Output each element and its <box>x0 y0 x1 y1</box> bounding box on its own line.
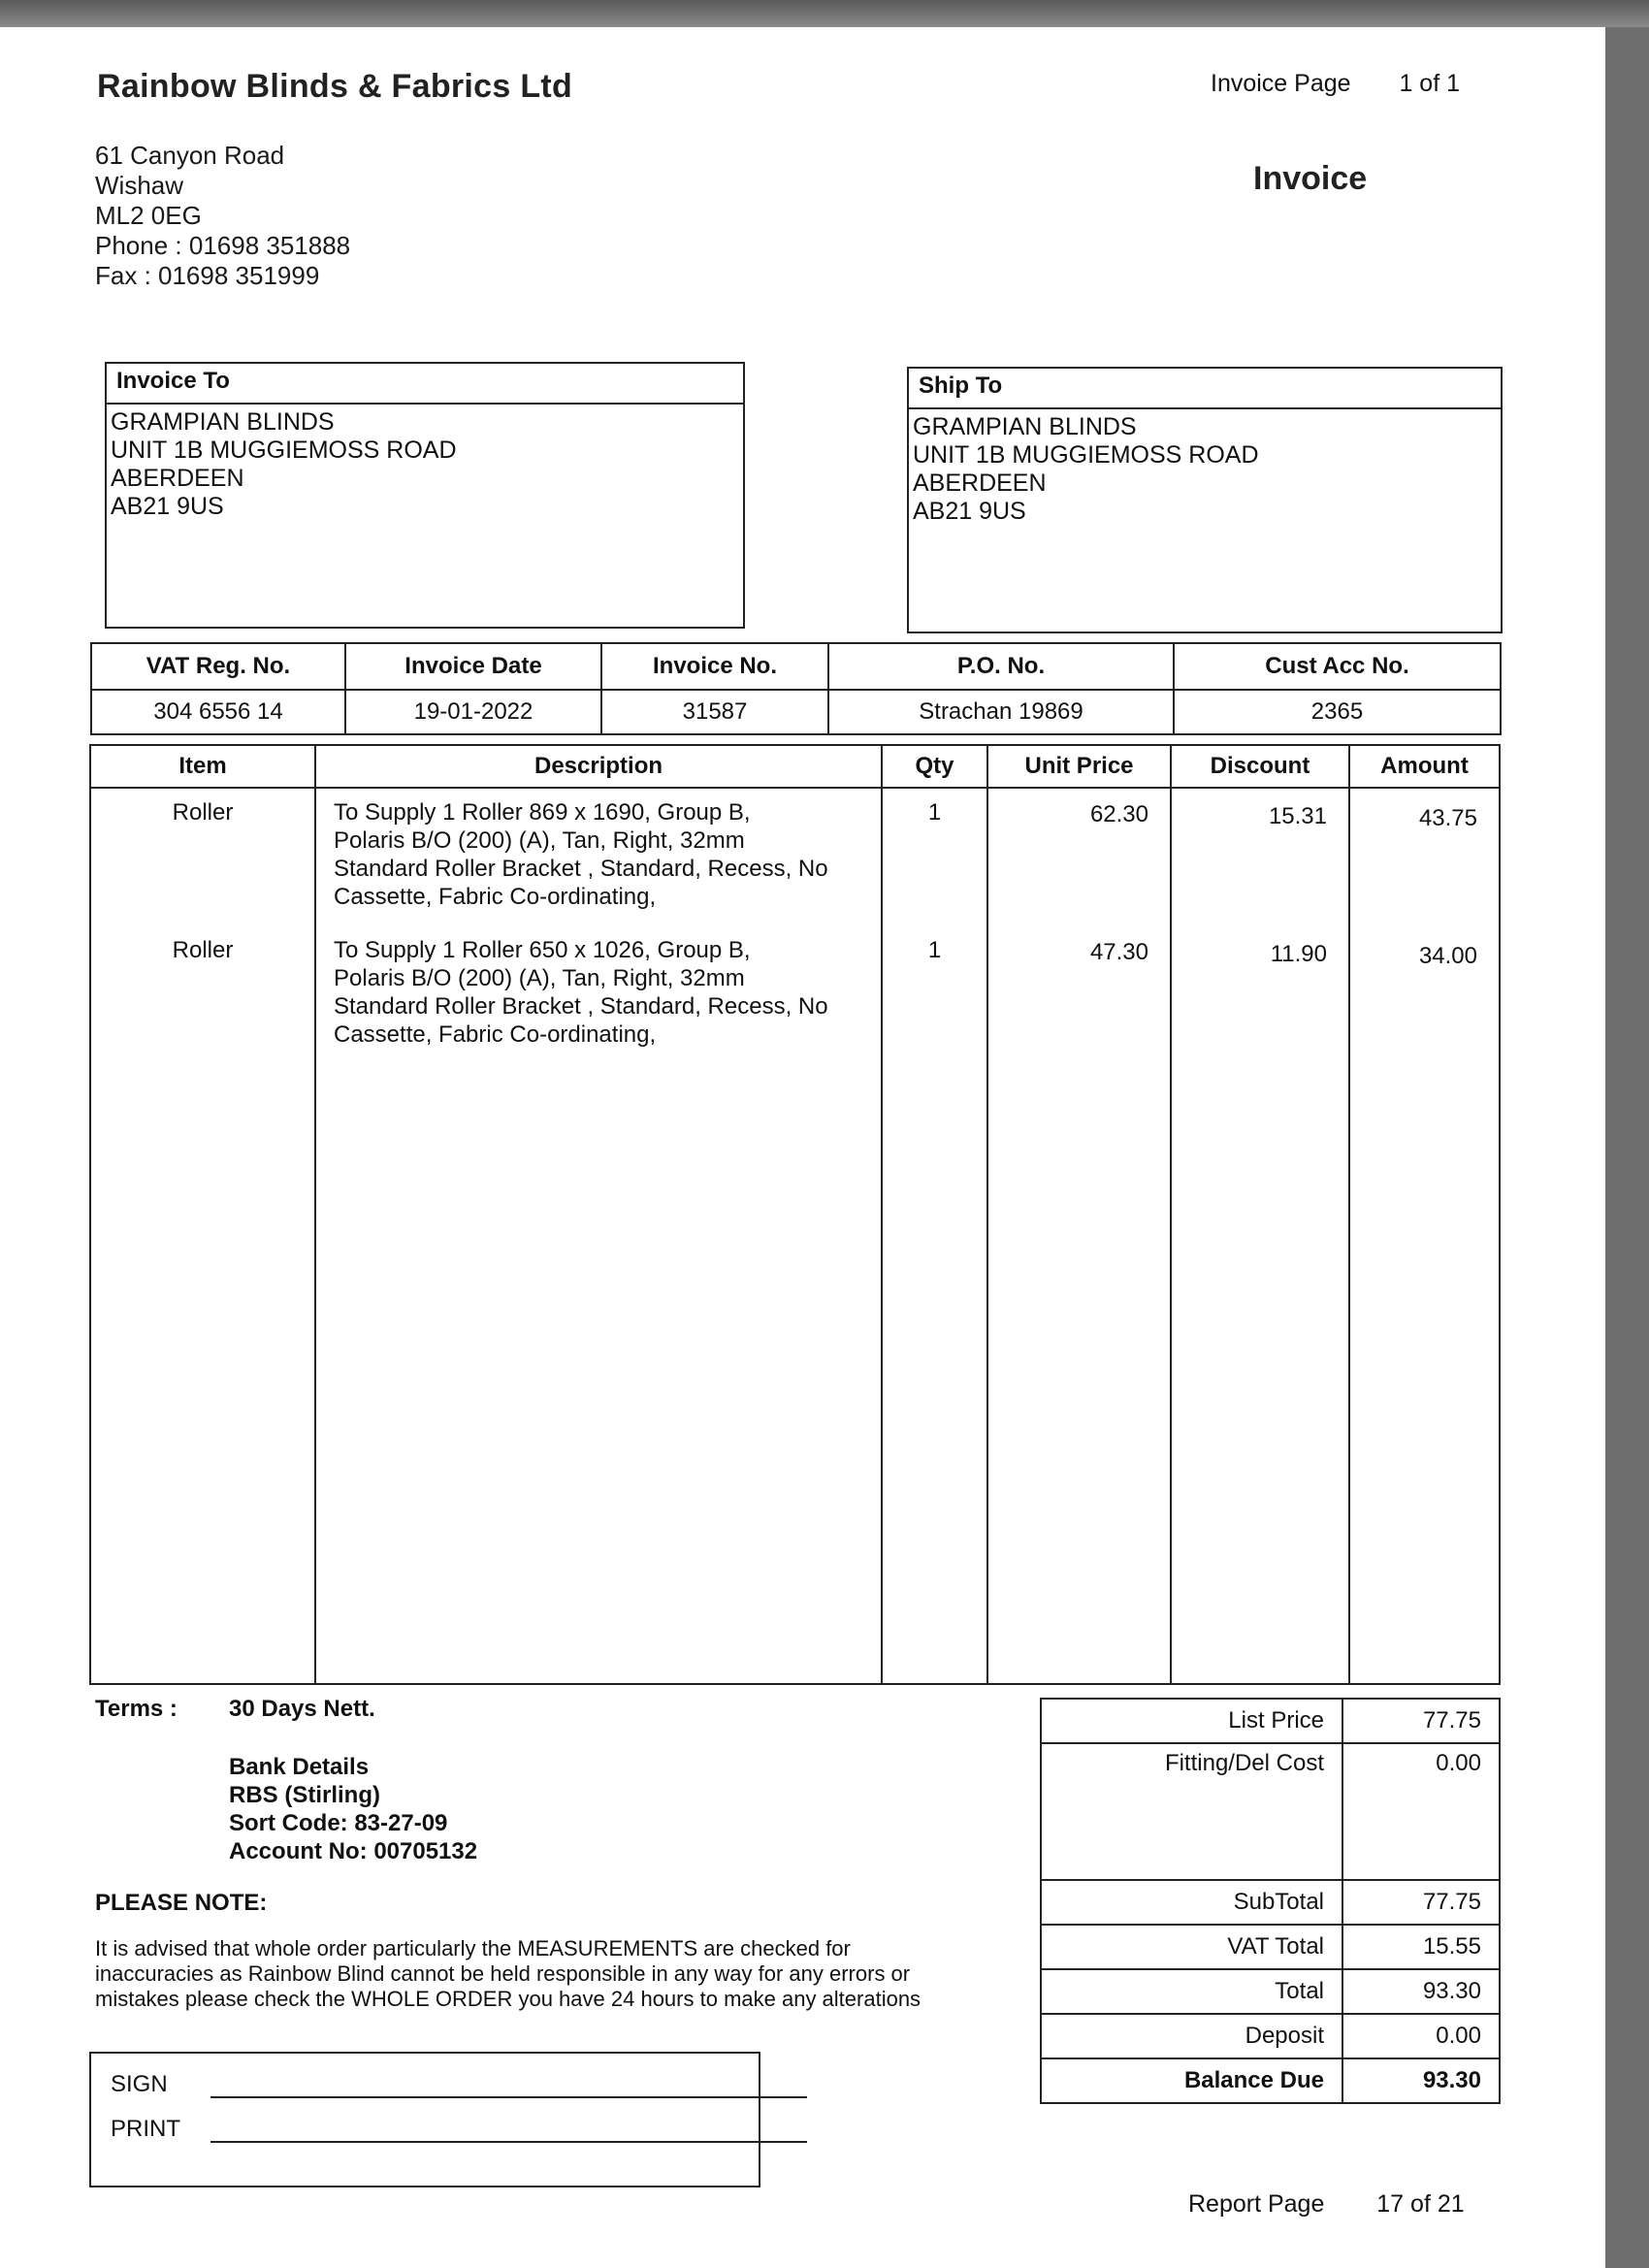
totals-table <box>1040 1698 1501 2104</box>
total-label: Total <box>1041 1969 1342 2014</box>
invoice-date-value: 19-01-2022 <box>345 690 601 734</box>
totals-row <box>1041 1699 1500 1743</box>
bank-line: Bank Details <box>229 1754 370 1780</box>
description-line: Polaris B/O (200) (A), Tan, Right, 32mm <box>334 827 745 854</box>
bank-details <box>229 1753 477 1865</box>
note-heading: PLEASE NOTE: <box>95 1890 268 1916</box>
address-line: ML2 0EG <box>95 201 202 230</box>
description-line: Cassette, Fabric Co-ordinating, <box>334 884 657 910</box>
sign-line[interactable] <box>210 2096 807 2098</box>
discount-cell: 15.31 <box>1171 788 1349 926</box>
invoice-page-value: 1 of 1 <box>1399 70 1461 97</box>
discount-header: Discount <box>1171 745 1349 788</box>
description-line: Standard Roller Bracket , Standard, Recess, No <box>334 856 828 882</box>
fitting-cost-value: 0.00 <box>1342 1743 1500 1880</box>
report-page-value: 17 of 21 <box>1376 2190 1465 2218</box>
print-label: PRINT <box>111 2116 180 2142</box>
balance-due-label: Balance Due <box>1041 2058 1342 2103</box>
description-line: Standard Roller Bracket , Standard, Recess, No <box>334 992 828 1020</box>
qty-header: Qty <box>882 745 987 788</box>
list-price-label: List Price <box>1041 1699 1342 1743</box>
bank-line: Sort Code: 83-27-09 <box>229 1810 448 1836</box>
totals-row <box>1041 1880 1500 1925</box>
vat-reg-header: VAT Reg. No. <box>91 643 345 690</box>
description-line: To Supply 1 Roller 650 x 1026, Group B, <box>334 936 751 963</box>
total-value: 93.30 <box>1342 1969 1500 2014</box>
description-line: To Supply 1 Roller 869 x 1690, Group B, <box>334 799 751 826</box>
totals-row <box>1041 1925 1500 1969</box>
fitting-cost-label: Fitting/Del Cost <box>1041 1743 1342 1880</box>
phone-line: Phone : 01698 351888 <box>95 231 351 260</box>
ship-to-line: ABERDEEN <box>913 470 1047 497</box>
deposit-value: 0.00 <box>1342 2014 1500 2058</box>
line-items-table <box>89 744 1501 1685</box>
qty-cell: 1 <box>882 788 987 926</box>
balance-due-value: 93.30 <box>1342 2058 1500 2103</box>
unit-price-cell: 47.30 <box>987 926 1171 1063</box>
po-no-value: Strachan 19869 <box>828 690 1174 734</box>
report-page-counter <box>1188 2190 1465 2219</box>
description-cell <box>315 788 882 926</box>
note-line: It is advised that whole order particularly the MEASUREMENTS are checked for <box>95 1936 851 1960</box>
totals-row <box>1041 2014 1500 2058</box>
scan-border <box>0 0 1649 27</box>
ship-to-box <box>907 367 1503 633</box>
signature-box <box>89 2052 760 2187</box>
description-header: Description <box>315 745 882 788</box>
unit-price-header: Unit Price <box>987 745 1171 788</box>
invoice-no-value: 31587 <box>601 690 828 734</box>
table-row <box>90 926 1500 1063</box>
table-filler-row <box>90 1063 1500 1684</box>
subtotal-label: SubTotal <box>1041 1880 1342 1925</box>
subtotal-value: 77.75 <box>1342 1880 1500 1925</box>
report-page-label: Report Page <box>1188 2190 1325 2218</box>
terms-value: 30 Days Nett. <box>229 1696 375 1722</box>
terms-label: Terms : <box>95 1696 178 1722</box>
note-line: mistakes please check the WHOLE ORDER you have 24 hours to make any alterations <box>95 1987 922 2011</box>
address-line: 61 Canyon Road <box>95 141 285 170</box>
invoice-to-line: ABERDEEN <box>111 465 244 492</box>
ship-to-heading: Ship To <box>909 369 1501 409</box>
totals-row <box>1041 2058 1500 2103</box>
cust-acc-value: 2365 <box>1174 690 1501 734</box>
list-price-value: 77.75 <box>1342 1699 1500 1743</box>
fax-line: Fax : 01698 351999 <box>95 261 320 290</box>
ship-to-line: AB21 9US <box>913 498 1026 525</box>
ship-to-line: GRAMPIAN BLINDS <box>913 413 1137 440</box>
invoice-no-header: Invoice No. <box>601 643 828 690</box>
company-name: Rainbow Blinds & Fabrics Ltd <box>97 68 573 105</box>
totals-row <box>1041 1743 1500 1880</box>
description-cell <box>315 926 882 1063</box>
item-header: Item <box>90 745 315 788</box>
sign-label: SIGN <box>111 2071 168 2097</box>
invoice-to-line: GRAMPIAN BLINDS <box>111 408 335 436</box>
description-line: Polaris B/O (200) (A), Tan, Right, 32mm <box>334 964 745 991</box>
totals-row <box>1041 1969 1500 2014</box>
vat-total-label: VAT Total <box>1041 1925 1342 1969</box>
unit-price-cell: 62.30 <box>987 788 1171 926</box>
vat-total-value: 15.55 <box>1342 1925 1500 1969</box>
invoice-date-header: Invoice Date <box>345 643 601 690</box>
company-address <box>95 141 350 291</box>
deposit-label: Deposit <box>1041 2014 1342 2058</box>
note-line: inaccuracies as Rainbow Blind cannot be held responsible in any way for any errors or <box>95 1961 911 1986</box>
address-line: Wishaw <box>95 171 184 200</box>
vat-reg-value: 304 6556 14 <box>91 690 345 734</box>
discount-cell: 11.90 <box>1171 926 1349 1063</box>
item-cell: Roller <box>90 926 315 1063</box>
note-text <box>95 1936 987 2012</box>
table-row <box>90 788 1500 926</box>
invoice-to-line: UNIT 1B MUGGIEMOSS ROAD <box>111 437 457 464</box>
item-cell: Roller <box>90 788 315 926</box>
amount-cell: 43.75 <box>1349 788 1500 926</box>
cust-acc-header: Cust Acc No. <box>1174 643 1501 690</box>
invoice-page-counter <box>1211 70 1460 98</box>
po-no-header: P.O. No. <box>828 643 1174 690</box>
description-line: Cassette, Fabric Co-ordinating, <box>334 1021 657 1048</box>
amount-cell: 34.00 <box>1349 926 1500 1063</box>
invoice-to-box <box>105 362 745 629</box>
qty-cell: 1 <box>882 926 987 1063</box>
invoice-info-table <box>90 642 1502 735</box>
invoice-page-label: Invoice Page <box>1211 70 1351 97</box>
document-title: Invoice <box>1253 160 1368 197</box>
bank-line: RBS (Stirling) <box>229 1782 380 1808</box>
print-line[interactable] <box>210 2141 807 2143</box>
amount-header: Amount <box>1349 745 1500 788</box>
invoice-to-line: AB21 9US <box>111 493 224 520</box>
ship-to-line: UNIT 1B MUGGIEMOSS ROAD <box>913 441 1259 469</box>
bank-line: Account No: 00705132 <box>229 1838 478 1864</box>
invoice-to-heading: Invoice To <box>107 364 743 405</box>
